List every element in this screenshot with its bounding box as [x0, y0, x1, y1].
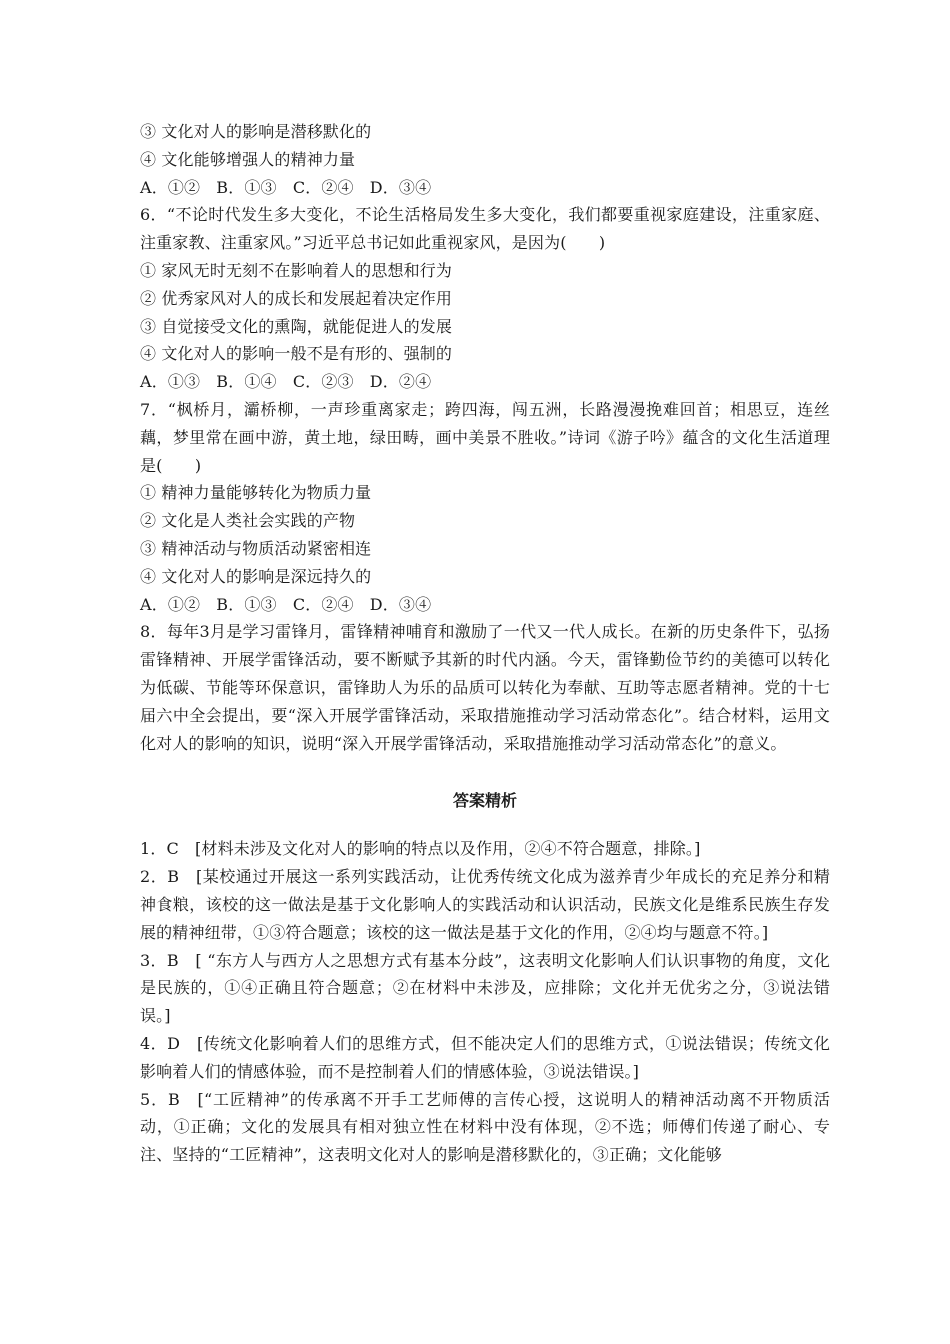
question-7-stem: 7．“枫桥月，灞桥柳，一声珍重离家走；跨四海，闯五洲，长路漫漫挽难回首；相思豆，连丝藕，梦里常在画中游，黄土地，绿田畴，画中美景不胜收。”诗词《游子吟》蕴含的文化生活道理是( )	[140, 399, 830, 475]
option-line: ② 优秀家风对人的成长和发展起着决定作用	[140, 288, 453, 308]
answer-item: 5．B [“工匠精神”的传承离不开手工艺师傅的言传心授，这说明人的精神活动离不开物质活动，①正确；文化的发展具有相对独立性在材料中没有体现，②不选；师傅们传递了耐心、专注、坚持的“工匠精神”，这表明文化对人的影响是潜移默化的，③正确；文化能够	[140, 1089, 830, 1165]
answer-item: 3．B [ “东方人与西方人之思想方式有基本分歧”，这表明文化影响人们认识事物的角度，文化是民族的，①④正确且符合题意；②在材料中未涉及，应排除；文化并无优劣之分，③说法错误。]	[140, 950, 830, 1026]
option-line: ④ 文化对人的影响是深远持久的	[140, 566, 372, 586]
option-line: ③ 自觉接受文化的熏陶，就能促进人的发展	[140, 316, 453, 336]
option-line: ③ 精神活动与物质活动紧密相连	[140, 538, 372, 558]
option-line: ③ 文化对人的影响是潜移默化的	[140, 122, 372, 141]
answer-choices: A．①② B．①③ C．②④ D．③④	[140, 594, 432, 614]
answer-choices: A．①③ B．①④ C．②③ D．②④	[140, 372, 432, 392]
option-line: ① 精神力量能够转化为物质力量	[140, 483, 372, 503]
answer-item: 1．C [材料未涉及文化对人的影响的特点以及作用，②④不符合题意，排除。]	[140, 839, 701, 859]
question-6-stem: 6．“不论时代发生多大变化，不论生活格局发生多大变化，我们都要重视家庭建设，注重家庭、注重家教、注重家风。”习近平总书记如此重视家风，是因为( )	[140, 205, 830, 253]
option-line: ④ 文化对人的影响一般不是有形的、强制的	[140, 344, 453, 364]
option-line: ④ 文化能够增强人的精神力量	[140, 149, 356, 169]
answer-item: 2．B [某校通过开展这一系列实践活动，让优秀传统文化成为滋养青少年成长的充足养分和精神食粮，该校的这一做法是基于文化影响人的实践活动和认识活动，民族文化是维系民族生存发展的精神纽带，①③符合题意；该校的这一做法是基于文化的作用，②④均与题意不符。]	[140, 867, 830, 942]
option-line: ② 文化是人类社会实践的产物	[140, 511, 356, 531]
answers-heading: 答案精析	[452, 791, 517, 811]
answer-choices: A．①② B．①③ C．②④ D．③④	[140, 177, 432, 197]
question-8-stem: 8．每年3月是学习雷锋月，雷锋精神哺育和激励了一代又一代人成长。在新的历史条件下，弘扬雷锋精神、开展学雷锋活动，要不断赋予其新的时代内涵。今天，雷锋勤俭节约的美德可以转化为低碳、节能等环保意识，雷锋助人为乐的品质可以转化为奉献、互助等志愿者精神。党的十七届六中全会提出，要“深入开展学雷锋活动，采取措施推动学习活动常态化”。结合材料，运用文化对人的影响的知识，说明“深入开展学雷锋活动，采取措施推动学习活动常态化”的意义。	[140, 622, 830, 753]
answer-item: 4．D [传统文化影响着人们的思维方式，但不能决定人们的思维方式，①说法错误；传统文化影响着人们的情感体验，而不是控制着人们的情感体验，③说法错误。]	[140, 1033, 830, 1081]
document-page	[140, 118, 830, 1169]
option-line: ① 家风无时无刻不在影响着人的思想和行为	[140, 260, 453, 280]
